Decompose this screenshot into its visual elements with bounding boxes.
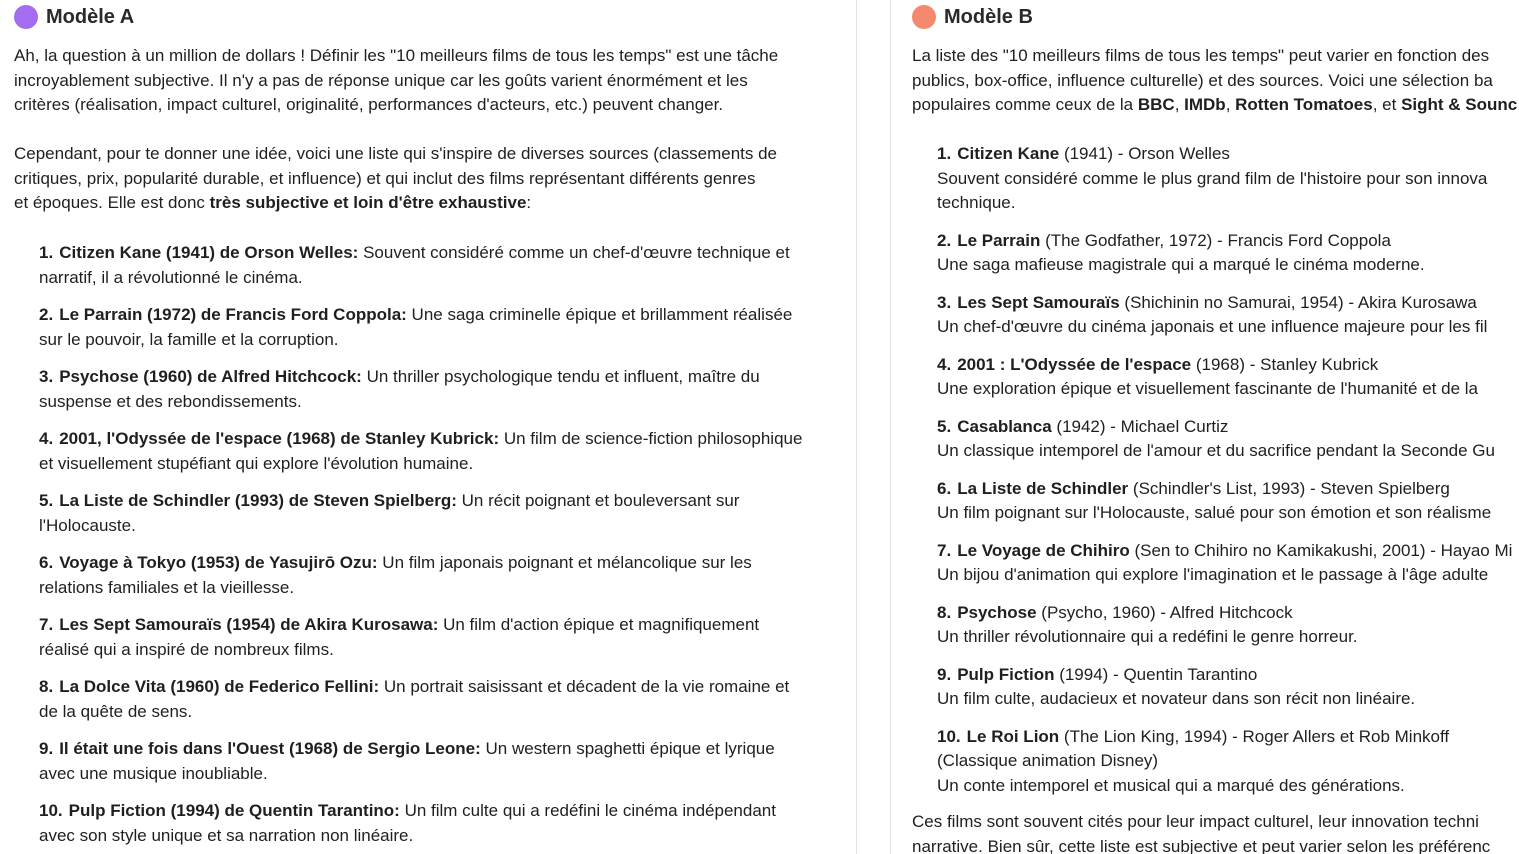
model-a-film-item: 3. Psychose (1960) de Alfred Hitchcock: Un thriller psychologique tendu et influent, maître du suspense et des rebondissements. <box>39 367 760 411</box>
model-a-film-item: 10. Pulp Fiction (1994) de Quentin Tarantino: Un film culte qui a redéfini le cinéma indépendant avec son style unique et sa narration non linéaire. <box>39 801 776 845</box>
model-a-intro: Ah, la question à un million de dollars ! Définir les "10 meilleurs films de tous les temps" est une tâche incroyablement subjective. Il n'y a pas de réponse unique car les goûts varient énormément et les critères (réalisation, impact culturel, originalité, performances d'acteurs, etc.) peuvent changer. <box>14 46 779 114</box>
model-a-film-item: 6. Voyage à Tokyo (1953) de Yasujirō Ozu: Un film japonais poignant et mélancolique sur les relations familiales et la vieillesse. <box>39 553 752 597</box>
model-a-film-item: 7. Les Sept Samouraïs (1954) de Akira Kurosawa: Un film d'action épique et magnifiquement réalisé qui a inspiré de nombreux films. <box>39 615 760 659</box>
model-a-film-item: 8. La Dolce Vita (1960) de Federico Fellini: Un portrait saisissant et décadent de la vie romaine et de la quête de sens. <box>39 677 790 721</box>
model-b-film-list <box>937 142 1512 811</box>
model-b-panel <box>912 0 1519 854</box>
model-a-film-item: 9. Il était une fois dans l'Ouest (1968) de Sergio Leone: Un western spaghetti épique et lyrique avec une musique inoubliable. <box>39 739 775 783</box>
model-b-film-item: 10. Le Roi Lion (The Lion King, 1994) - Roger Allers et Rob Minkoff (Classique animation Disney) Un conte intemporel et musical qui a marqué des générations. <box>937 726 1450 795</box>
model-a-panel <box>14 0 820 854</box>
model-b-film-item: 6. La Liste de Schindler (Schindler's List, 1993) - Steven Spielberg Un film poignant sur l'Holocauste, salué pour son émotion et son réalisme <box>937 478 1492 522</box>
model-b-header <box>912 4 1033 30</box>
model-a-film-item: 1. Citizen Kane (1941) de Orson Welles: Souvent considéré comme un chef-d'œuvre technique et narratif, il a révolutionné le cinéma. <box>39 243 790 287</box>
model-b-film-item: 3. Les Sept Samouraïs (Shichinin no Samurai, 1954) - Akira Kurosawa Un chef-d'œuvre du cinéma japonais et une influence majeure pour les fil <box>937 292 1488 336</box>
model-b-film-item: 8. Psychose (Psycho, 1960) - Alfred Hitchcock Un thriller révolutionnaire qui a redéfini le genre horreur. <box>937 602 1358 646</box>
model-a-emphasis: très subjective et loin d'être exhaustive <box>209 193 527 212</box>
model-a-film-item: 2. Le Parrain (1972) de Francis Ford Coppola: Une saga criminelle épique et brillamment réalisée sur le pouvoir, la famille et la corruption. <box>39 305 793 349</box>
model-b-film-item: 7. Le Voyage de Chihiro (Sen to Chihiro no Kamikakushi, 2001) - Hayao Mi Un bijou d'animation qui explore l'imagination et le passage à l'âge adulte <box>937 540 1513 584</box>
panel-divider-right <box>890 0 891 854</box>
model-a-header <box>14 4 134 30</box>
model-b-film-item: 2. Le Parrain (The Godfather, 1972) - Francis Ford Coppola Une saga mafieuse magistrale qui a marqué le cinéma moderne. <box>937 230 1425 274</box>
model-b-intro: La liste des "10 meilleurs films de tous les temps" peut varier en fonction des publics, box-office, influence culturelle) et des sources. Voici une sélection ba populaires comme ceux de la BBC, IMDb, Rotten Tomatoes, et Sight & Sounc <box>912 46 1518 114</box>
model-b-film-item: 9. Pulp Fiction (1994) - Quentin Tarantino Un film culte, audacieux et novateur dans son récit non linéaire. <box>937 664 1416 708</box>
model-b-outro: Ces films sont souvent cités pour leur impact culturel, leur innovation techni narrative. Bien sûr, cette liste est subjective et peut varier selon les préférenc <box>912 812 1491 854</box>
model-b-name: Modèle B <box>944 5 1033 28</box>
model-a-film-list <box>39 241 802 854</box>
model-a-name: Modèle A <box>46 5 135 28</box>
model-a-film-item: 4. 2001, l'Odyssée de l'espace (1968) de Stanley Kubrick: Un film de science-fiction philosophique et visuellement stupéfiant qui explore l'évolution humaine. <box>39 429 803 473</box>
model-a-paragraph-2: Cependant, pour te donner une idée, voici une liste qui s'inspire de diverses sources (classements de critiques, prix, popularité durable, et influence) et qui inclut des films représentant différents genres et époques. Elle est donc très subjective et loin d'être exhaustive: <box>14 144 778 212</box>
model-b-film-item: 1. Citizen Kane (1941) - Orson Welles Souvent considéré comme le plus grand film de l'histoire pour son innova technique. <box>937 144 1488 212</box>
model-a-film-item: 5. La Liste de Schindler (1993) de Steven Spielberg: Un récit poignant et bouleversant sur l'Holocauste. <box>39 491 740 535</box>
model-b-color-dot <box>912 5 936 29</box>
model-b-film-item: 4. 2001 : L'Odyssée de l'espace (1968) - Stanley Kubrick Une exploration épique et visuellement fascinante de l'humanité et de la <box>937 354 1478 398</box>
model-b-film-item: 5. Casablanca (1942) - Michael Curtiz Un classique intemporel de l'amour et du sacrifice pendant la Seconde Gu <box>937 416 1495 460</box>
panel-divider-left <box>856 0 857 854</box>
model-a-color-dot <box>14 5 38 29</box>
